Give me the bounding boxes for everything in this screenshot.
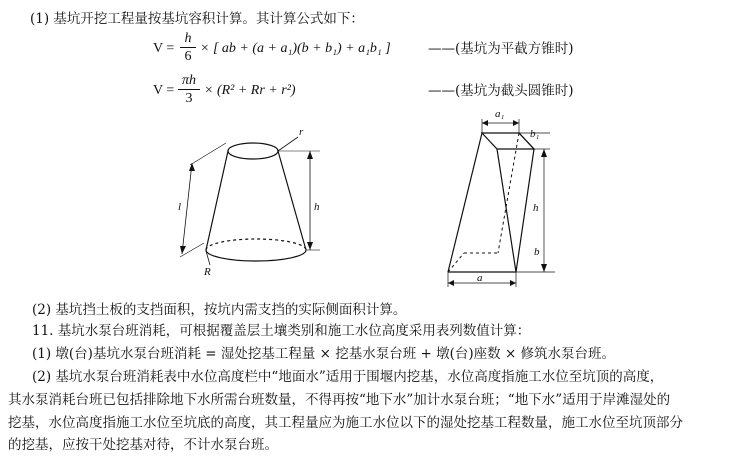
paragraph-line-6: 挖基，水位高度指施工水位至坑底的高度，其工程量应为施工水位以下的湿处挖基工程数量，施工水位至坑顶部分 — [8, 415, 683, 431]
formula-1-note: ——(基坑为平截方锥时) — [428, 41, 574, 57]
cone-label-R: R — [204, 266, 211, 278]
truncated-pyramid-diagram — [430, 105, 580, 295]
paragraph-line-4: (2) 基坑水泵台班消耗表中水位高度栏中“地面水”适用于围堰内挖基，水位高度指施工水位至坑顶的高度， — [32, 369, 664, 385]
cone-label-r: r — [299, 126, 304, 138]
formula-1-fraction — [180, 30, 196, 65]
formula-2-fraction — [178, 72, 200, 107]
truncated-cone-diagram — [170, 115, 370, 295]
pyramid-label-h: h — [533, 202, 539, 214]
formula-1-body: × [ ab + (a + a₁)(b + b₁) + a₁b₁ ] — [200, 41, 391, 56]
formula-1-numerator: h — [180, 30, 196, 48]
cone-label-l: l — [178, 201, 182, 213]
cone-label-h: h — [314, 201, 320, 213]
paragraph-line-7: 的挖基，应按干处挖基对待，不计水泵台班。 — [8, 437, 278, 453]
pyramid-label-b: b — [534, 246, 540, 258]
paragraph-line-2: 11. 基坑水泵台班消耗，可根据覆盖层土壤类别和施工水位高度采用表列数值计算： — [32, 323, 531, 339]
pyramid-label-b1: b₁ — [530, 128, 540, 140]
formula-2-denominator: 3 — [185, 91, 193, 106]
pyramid-label-a1: a₁ — [495, 108, 505, 120]
formula-2-note: ——(基坑为截头圆锥时) — [428, 83, 574, 99]
formula-1-lhs: V = — [153, 41, 175, 56]
intro-text: (1) 基坑开挖工程量按基坑容积计算。其计算公式如下： — [30, 11, 364, 27]
formula-2-lhs: V = — [153, 83, 175, 98]
paragraph-line-3: (1) 墩(台)基坑水泵台班消耗 = 湿处挖基工程量 × 挖基水泵台班 + 墩(台)座数 × 修筑水泵台班。 — [32, 346, 616, 362]
pyramid-label-a: a — [477, 272, 483, 284]
formula-2-numerator: πh — [178, 72, 200, 90]
formula-2-body: × (R² + Rr + r²) — [204, 83, 296, 98]
paragraph-line-5: 其水泵消耗台班已包括排除地下水所需台班数量，不得再按“地下水”加计水泵台班；“地下水”适用于岸滩湿处的 — [8, 392, 671, 408]
paragraph-line-1: (2) 基坑挡土板的支挡面积，按坑内需支挡的实际侧面积计算。 — [32, 302, 407, 318]
formula-1-denominator: 6 — [184, 49, 192, 64]
